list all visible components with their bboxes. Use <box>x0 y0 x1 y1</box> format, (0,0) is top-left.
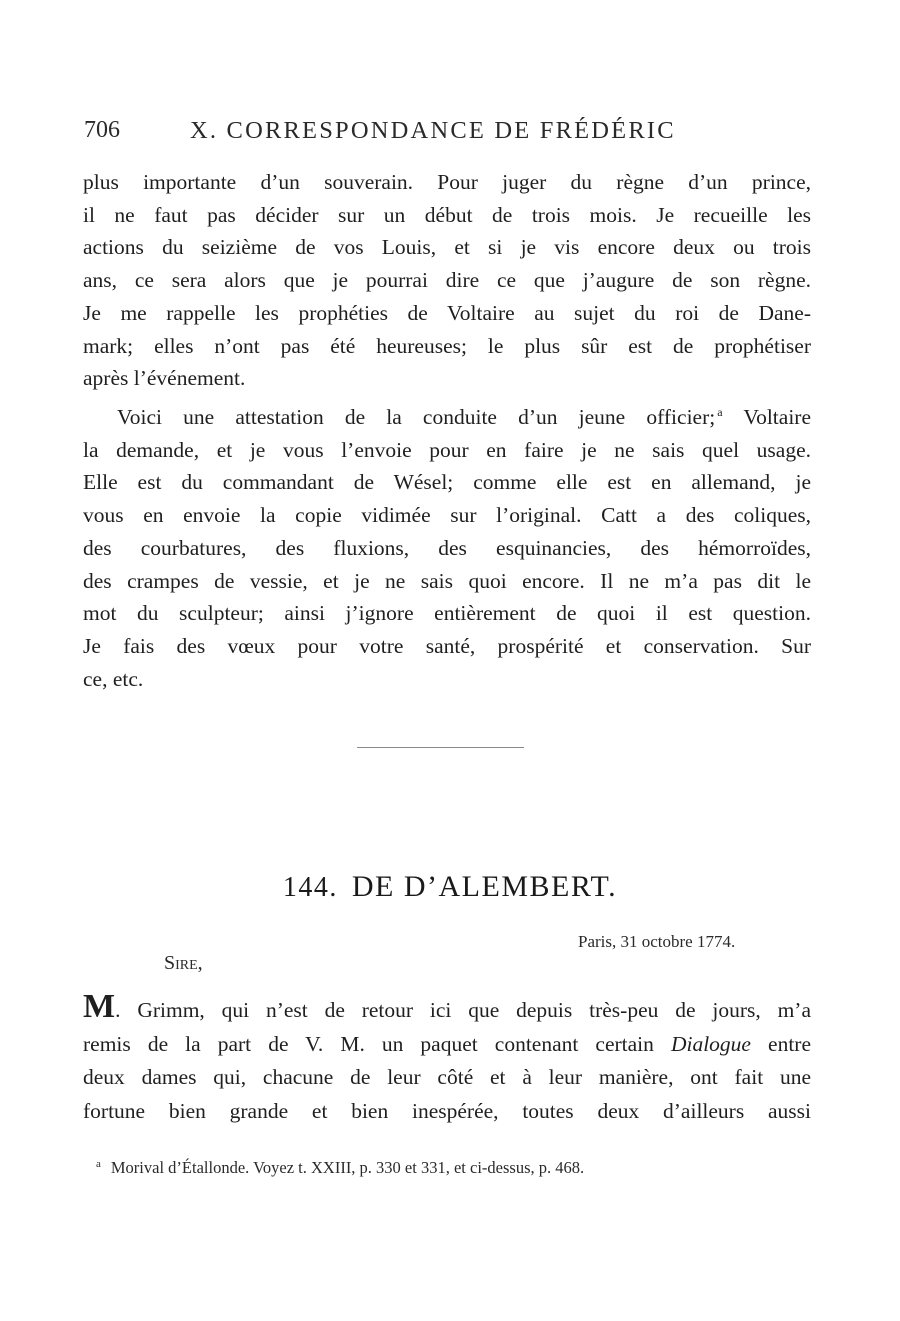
letter-heading <box>0 870 900 904</box>
text-line: Elle est du commandant de Wésel; comme elle est en allemand, je <box>83 470 811 495</box>
text-line: mot du sculpteur; ainsi j’ignore entièrement de quoi il est question. <box>83 601 811 626</box>
text-line: il ne faut pas décider sur un début de trois mois. Je recueille les <box>83 202 811 227</box>
letter-title: DE D’ALEMBERT. <box>351 870 618 903</box>
text-line: Je fais des vœux pour votre santé, prospérité et conservation. Sur <box>83 633 811 658</box>
section-divider <box>357 747 524 748</box>
text-line <box>83 988 811 1028</box>
text-line: des courbatures, des fluxions, des esquinancies, des hémorroïdes, <box>83 535 811 560</box>
letter-number: 144. <box>282 872 338 903</box>
salutation: Sire, <box>164 952 203 974</box>
footnote-marker: a <box>96 1158 101 1170</box>
drop-cap: M <box>83 988 116 1025</box>
footnote-reference[interactable]: a <box>717 405 723 419</box>
dateline: Paris, 31 octobre 1774. <box>578 932 736 951</box>
running-head <box>84 117 824 147</box>
text-line: ans, ce sera alors que je pourrai dire ce que j’augure de son règne. <box>83 268 811 293</box>
text-segment: . Grimm, qui n’est de retour ici que depuis très-peu de jours, m’a <box>115 998 811 1022</box>
text-line: plus importante d’un souverain. Pour juger du règne d’un prince, <box>83 170 811 194</box>
text-line: après l’événement. <box>83 366 246 391</box>
continuation-paragraph-2 <box>83 396 811 695</box>
text-line: Je me rappelle les prophéties de Voltaire au sujet du roi de Dane- <box>83 300 811 325</box>
text-line: vous en envoie la copie vidimée sur l’original. Catt a des coliques, <box>83 503 811 528</box>
text-segment: entre <box>750 1031 812 1056</box>
text-line: des crampes de vessie, et je ne sais quoi encore. Il ne m’a pas dit le <box>83 568 811 593</box>
letter-body <box>83 988 812 1128</box>
continuation-paragraph-1 <box>83 166 811 395</box>
text-line <box>83 396 811 434</box>
text-segment: Voltaire <box>722 405 811 429</box>
text-line: fortune bien grande et bien inespérée, toutes deux d’ailleurs aussi <box>83 1098 811 1123</box>
text-segment: remis de la part de V. M. un paquet contenant certain <box>83 1031 671 1056</box>
italic-title: Dialogue <box>670 1031 751 1056</box>
running-title: X. CORRESPONDANCE DE FRÉDÉRIC <box>190 117 676 144</box>
text-line: mark; elles n’ont pas été heureuses; le plus sûr est de prophétiser <box>83 333 811 358</box>
text-line: ce, etc. <box>83 666 144 691</box>
text-line: deux dames qui, chacune de leur côté et à leur manière, ont fait une <box>83 1065 811 1089</box>
text-line: la demande, et je vous l’envoie pour en faire je ne sais quel usage. <box>83 437 811 462</box>
page-number: 706 <box>84 117 120 143</box>
footnote-text: Morival d’Étallonde. Voyez t. XXIII, p. 330 et 331, et ci-dessus, p. 468. <box>110 1158 585 1177</box>
footnote <box>96 1158 584 1178</box>
text-line <box>83 1028 811 1062</box>
text-segment: Voici une attestation de la conduite d’un jeune officier; <box>117 405 716 429</box>
text-line: actions du seizième de vos Louis, et si je vis encore deux ou trois <box>83 235 811 260</box>
